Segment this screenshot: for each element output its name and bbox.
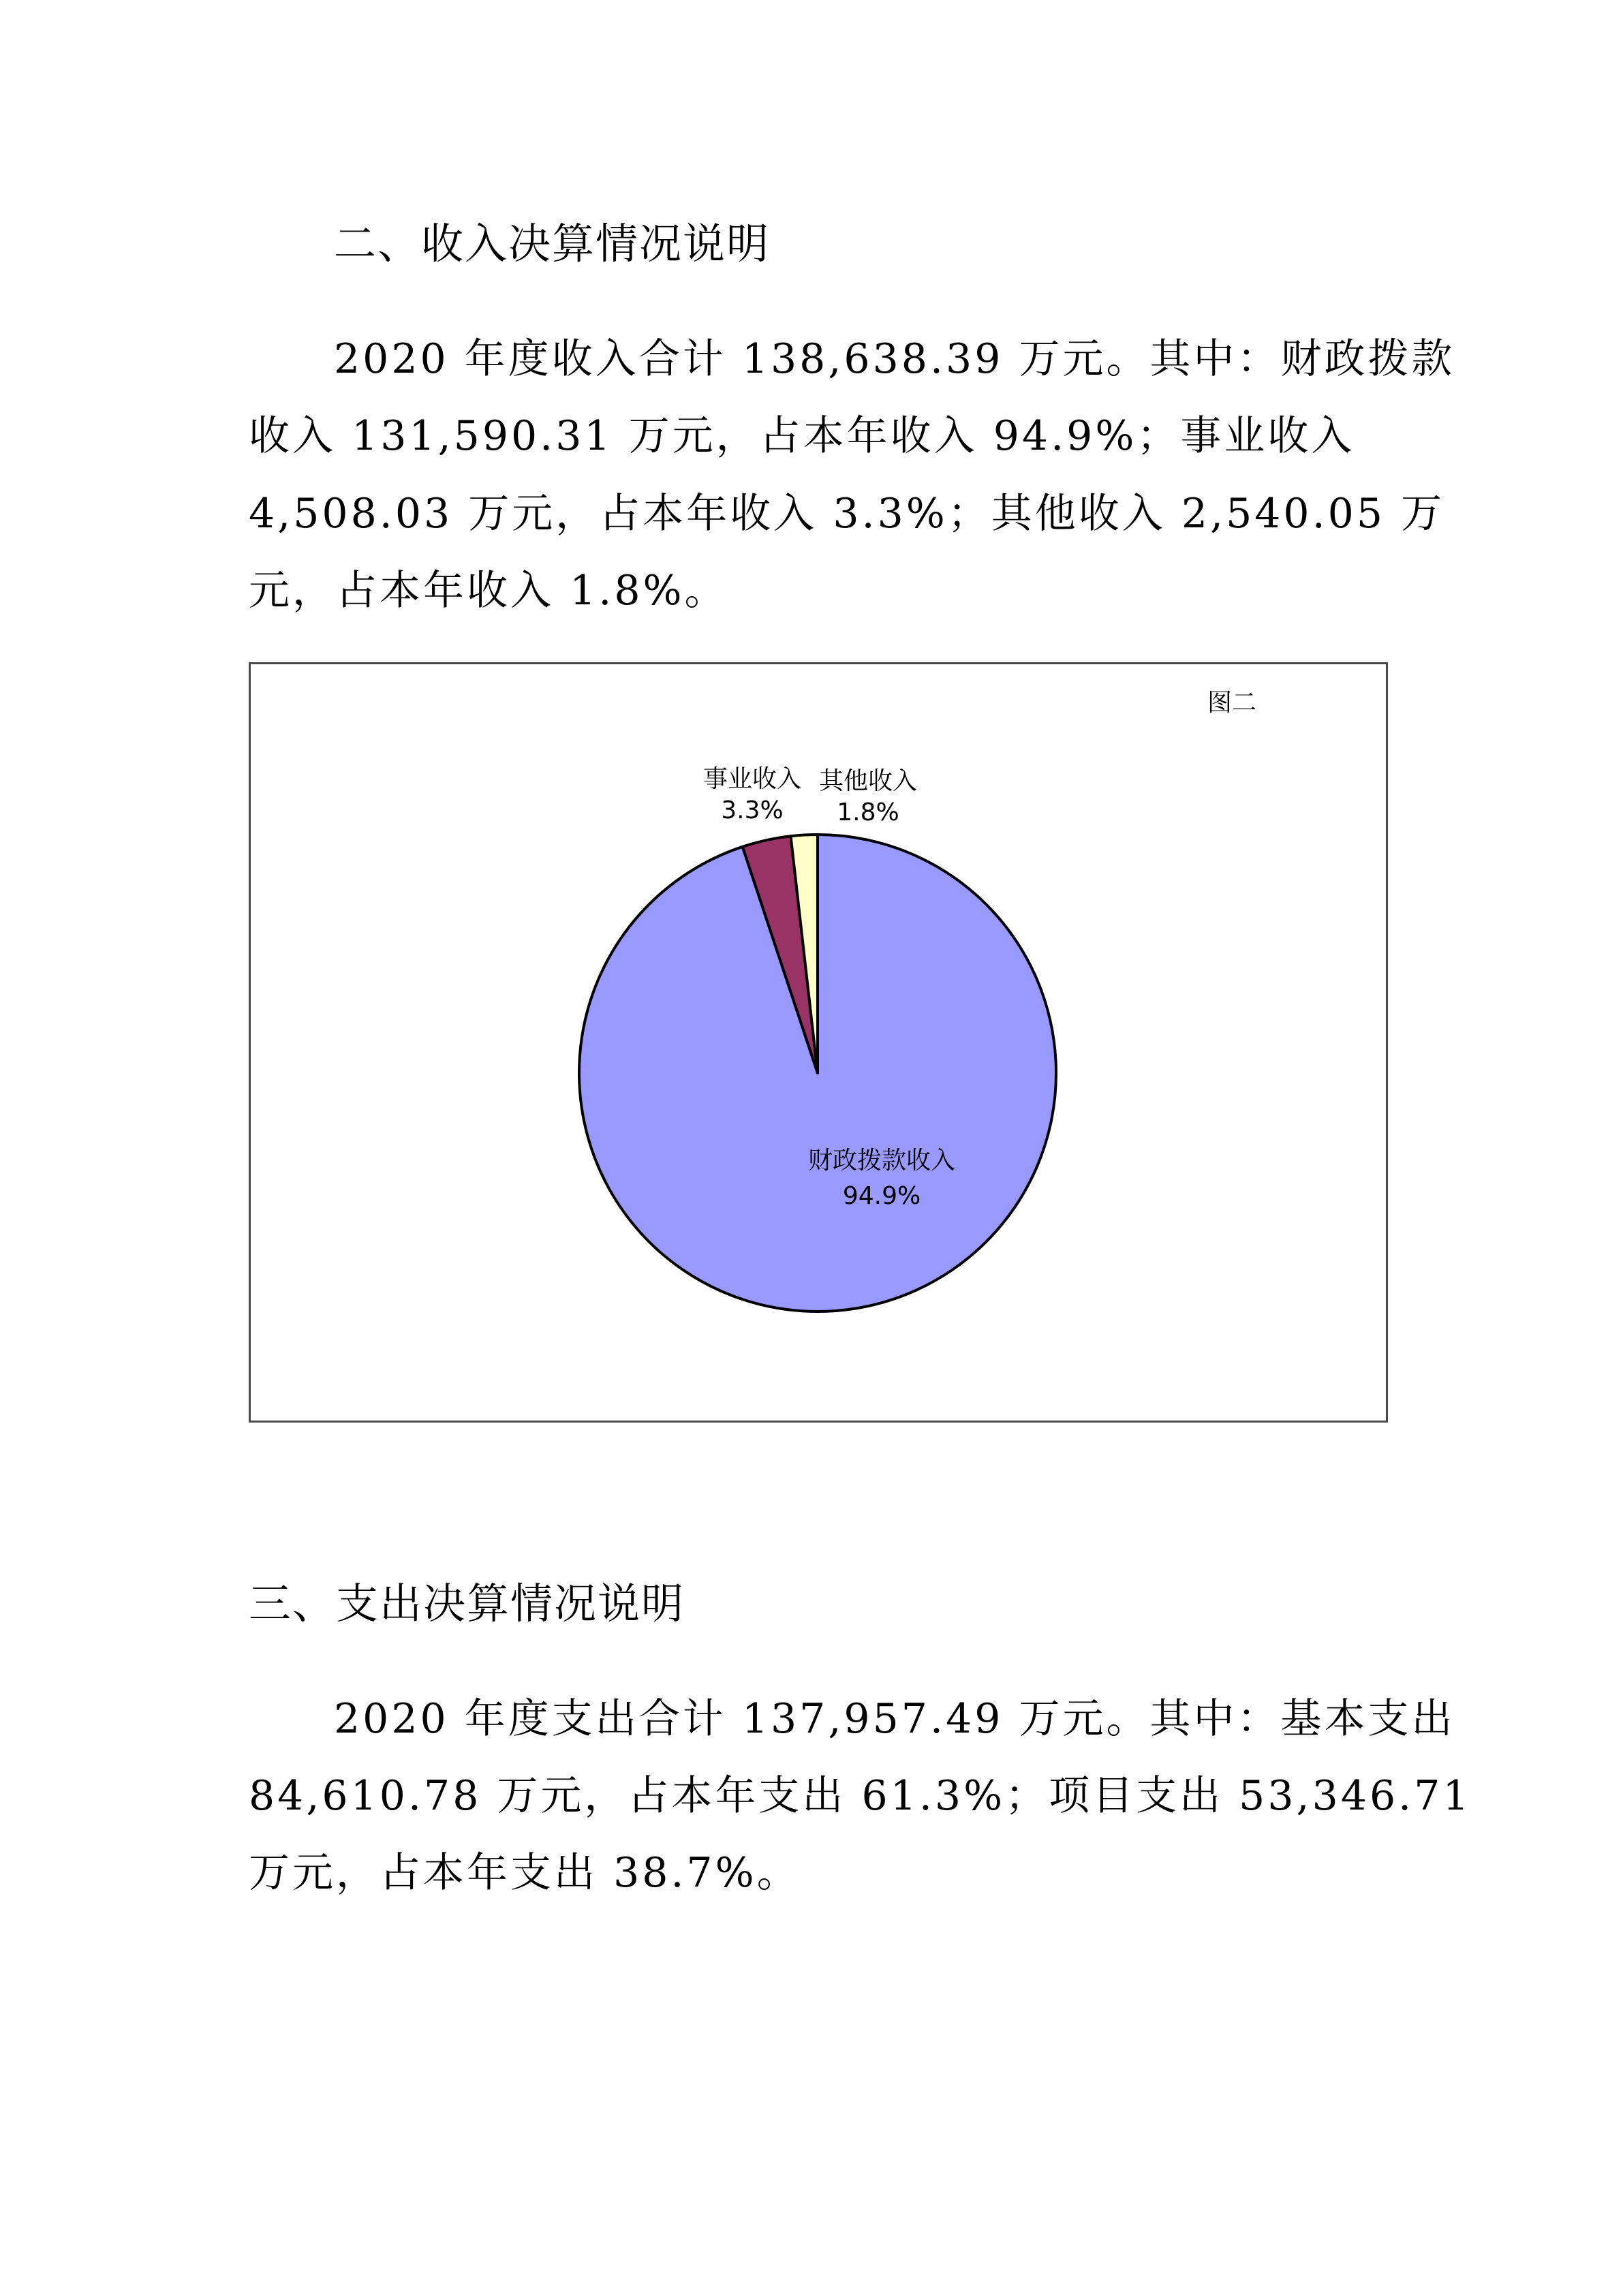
slice-percent-label: 94.9% bbox=[842, 1182, 921, 1210]
section-3-heading: 三、支出决算情况说明 bbox=[249, 1579, 685, 1628]
slice-category-label: 其他收入 bbox=[818, 767, 918, 795]
paragraph-line: 84,610.78 万元，占本年支出 61.3%；项目支出 53,346.71 bbox=[249, 1772, 1472, 1820]
pie-chart-frame bbox=[249, 662, 1388, 1423]
paragraph-line: 收入 131,590.31 万元，占本年收入 94.9%；事业收入 bbox=[249, 412, 1355, 460]
slice-percent-label: 3.3% bbox=[721, 796, 784, 824]
pie-chart bbox=[251, 664, 1386, 1421]
paragraph-line: 元，占本年收入 1.8%。 bbox=[249, 567, 728, 615]
paragraph-line: 4,508.03 万元，占本年收入 3.3%；其他收入 2,540.05 万 bbox=[249, 490, 1445, 538]
section-2-heading: 二、收入决算情况说明 bbox=[334, 219, 771, 268]
slice-percent-label: 1.8% bbox=[837, 798, 899, 826]
paragraph-line: 2020 年度支出合计 137,957.49 万元。其中：基本支出 bbox=[334, 1695, 1455, 1743]
paragraph-line: 2020 年度收入合计 138,638.39 万元。其中：财政拨款 bbox=[334, 335, 1455, 383]
chart-title: 图二 bbox=[1207, 689, 1257, 717]
paragraph-line: 万元，占本年支出 38.7%。 bbox=[249, 1849, 801, 1897]
slice-category-label: 事业收入 bbox=[702, 765, 802, 793]
slice-category-label: 财政拨款收入 bbox=[807, 1147, 956, 1175]
